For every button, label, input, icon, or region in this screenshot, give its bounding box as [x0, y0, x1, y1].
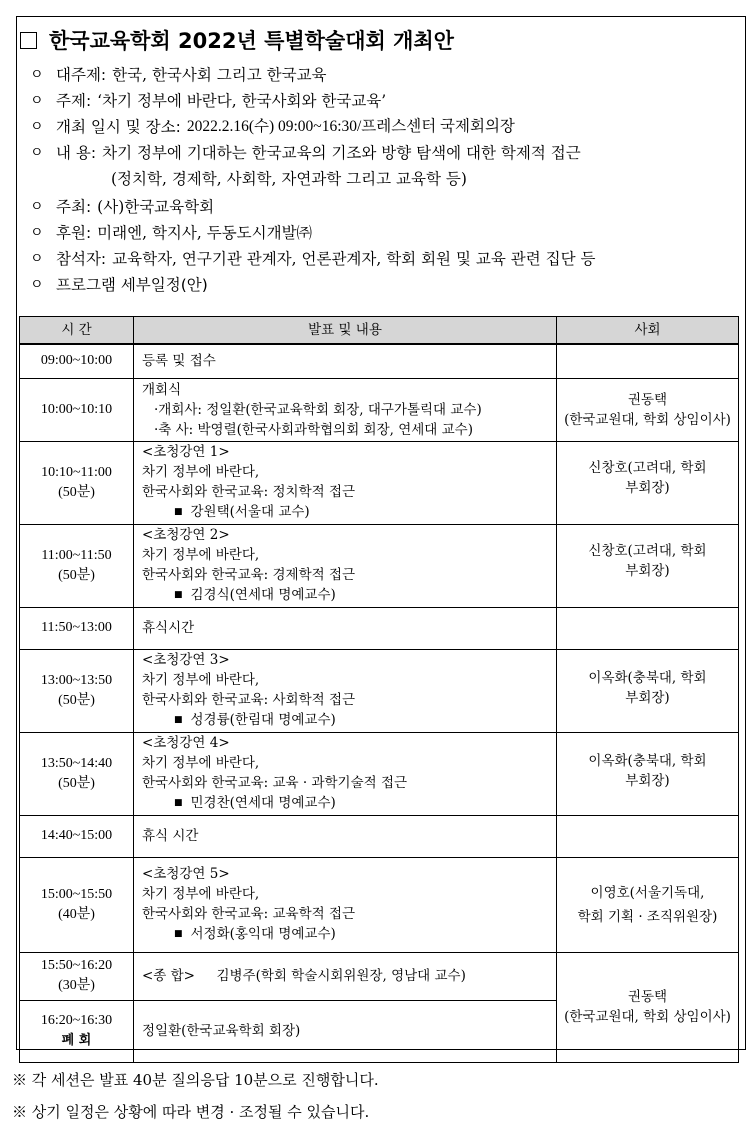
- speaker: ■ 서정화(홍익대 명예교수): [142, 924, 552, 946]
- circle-bullet-icon: ㅇ: [30, 119, 44, 135]
- circle-bullet-icon: ㅇ: [30, 277, 44, 293]
- footnote: ※ 상기 일정은 상황에 따라 변경 · 조정될 수 있습니다.: [12, 1103, 370, 1121]
- time-cell: 15:50~16:20 (30분): [20, 952, 134, 1000]
- circle-bullet-icon: ㅇ: [30, 225, 44, 241]
- circle-bullet-icon: ㅇ: [30, 93, 44, 109]
- footnotes: [12, 1064, 379, 1128]
- content-cell: 등록 및 접수: [134, 344, 557, 378]
- time-cell: 15:00~15:50 (40분): [20, 857, 134, 952]
- bullet-theme: ㅇ 대주제: 한국, 한국사회 그리고 한국교육: [30, 62, 742, 88]
- content-cell: <초청강연 2> 차기 정부에 바란다, 한국사회와 한국교육: 경제학적 접근 ■ 김경식(연세대 명예교수): [134, 524, 557, 607]
- chair-cell: 이영호(서울기독대, 학회 기획 · 조직위원장): [557, 857, 739, 952]
- content-cell: 휴식 시간: [134, 815, 557, 857]
- chair-cell: [557, 607, 739, 649]
- time-cell: 13:00~13:50 (50분): [20, 649, 134, 732]
- table-row: [20, 524, 739, 607]
- speaker: ■ 민경찬(연세대 명예교수): [142, 793, 552, 815]
- time-cell: 10:10~11:00 (50분): [20, 441, 134, 524]
- header-time: 시 간: [20, 317, 134, 345]
- circle-bullet-icon: ㅇ: [30, 251, 44, 267]
- table-row: [20, 344, 739, 378]
- chair-cell: 권동택 (한국교원대, 학회 상임이사): [557, 378, 739, 441]
- time-cell: 10:00~10:10: [20, 378, 134, 441]
- table-row: [20, 732, 739, 815]
- footnote: ※ 각 세션은 발표 40분 질의응답 10분으로 진행합니다.: [12, 1071, 379, 1089]
- time-cell: 16:20~16:30 폐 회: [20, 1000, 134, 1062]
- table-row: [20, 857, 739, 952]
- circle-bullet-icon: ㅇ: [30, 67, 44, 83]
- bullet-datetime: ㅇ 개최 일시 및 장소: 2022.2.16(수) 09:00~16:30/프레스센터 국제회의장: [30, 114, 742, 140]
- bullet-subject: ㅇ 주제: ‘차기 정부에 바란다, 한국사회와 한국교육’: [30, 88, 742, 114]
- circle-bullet-icon: ㅇ: [30, 145, 44, 161]
- table-row: [20, 378, 739, 441]
- content-cell: 휴식시간: [134, 607, 557, 649]
- chair-cell: [557, 344, 739, 378]
- bullet-sponsor: ㅇ 후원: 미래엔, 학지사, 두동도시개발㈜: [30, 220, 742, 246]
- chair-cell: 신창호(고려대, 학회 부회장): [557, 524, 739, 607]
- chair-cell: 신창호(고려대, 학회 부회장): [557, 441, 739, 524]
- content-cell: <종 합> 김병주(학회 학술시회위원장, 영남대 교수): [134, 952, 557, 1000]
- header-content: 발표 및 내용: [134, 317, 557, 345]
- bullet-attendees: ㅇ 참석자: 교육학자, 연구기관 관계자, 언론관계자, 학회 회원 및 교육 관련 집단 등: [30, 246, 742, 272]
- time-cell: 11:00~11:50 (50분): [20, 524, 134, 607]
- content-cell: <초청강연 4> 차기 정부에 바란다, 한국사회와 한국교육: 교육 · 과학기술적 접근 ■ 민경찬(연세대 명예교수): [134, 732, 557, 815]
- checkbox-icon: [20, 32, 37, 49]
- schedule-table: [19, 316, 739, 1063]
- time-cell: 13:50~14:40 (50분): [20, 732, 134, 815]
- content-cell: <초청강연 3> 차기 정부에 바란다, 한국사회와 한국교육: 사회학적 접근 ■ 성경륭(한림대 명예교수): [134, 649, 557, 732]
- table-row: [20, 441, 739, 524]
- circle-bullet-icon: ㅇ: [30, 199, 44, 215]
- speaker: ■ 김경식(연세대 명예교수): [142, 585, 552, 607]
- table-header: [20, 317, 739, 345]
- content-cell: <초청강연 5> 차기 정부에 바란다, 한국사회와 한국교육: 교육학적 접근 ■ 서정화(홍익대 명예교수): [134, 857, 557, 952]
- chair-cell: 권동택 (한국교원대, 학회 상임이사): [557, 952, 739, 1062]
- speaker: ■ 성경륭(한림대 명예교수): [142, 710, 552, 732]
- bullet-host: ㅇ 주최: (사)한국교육학회: [30, 194, 742, 220]
- overview-list: [30, 62, 742, 298]
- chair-cell: [557, 815, 739, 857]
- bullet-content: ㅇ 내 용: 차기 정부에 기대하는 한국교육의 기조와 방향 탐색에 대한 학제적 접근 (정치학, 경제학, 사회학, 자연과학 그리고 교육학 등): [30, 140, 742, 194]
- title-row: [20, 25, 454, 55]
- time-cell: 11:50~13:00: [20, 607, 134, 649]
- page-title: 한국교육학회 2022년 특별학술대회 개최안: [49, 29, 454, 53]
- header-chair: 사회: [557, 317, 739, 345]
- content-cell: <초청강연 1> 차기 정부에 바란다, 한국사회와 한국교육: 정치학적 접근 ■ 강원택(서울대 교수): [134, 441, 557, 524]
- content-cell: 정일환(한국교육학회 회장): [134, 1000, 557, 1062]
- time-cell: 09:00~10:00: [20, 344, 134, 378]
- chair-cell: 이옥화(충북대, 학회 부회장): [557, 732, 739, 815]
- table-row: [20, 649, 739, 732]
- chair-cell: 이옥화(충북대, 학회 부회장): [557, 649, 739, 732]
- bullet-program: ㅇ 프로그램 세부일정(안): [30, 272, 742, 298]
- table-row: [20, 607, 739, 649]
- content-cell: 개회식 ·개회사: 정일환(한국교육학회 회장, 대구가톨릭대 교수) ·축 사: 박영렬(한국사회과학협의회 회장, 연세대 교수): [134, 378, 557, 441]
- table-row: [20, 815, 739, 857]
- table-row: [20, 952, 739, 1000]
- speaker: ■ 강원택(서울대 교수): [142, 502, 552, 524]
- time-cell: 14:40~15:00: [20, 815, 134, 857]
